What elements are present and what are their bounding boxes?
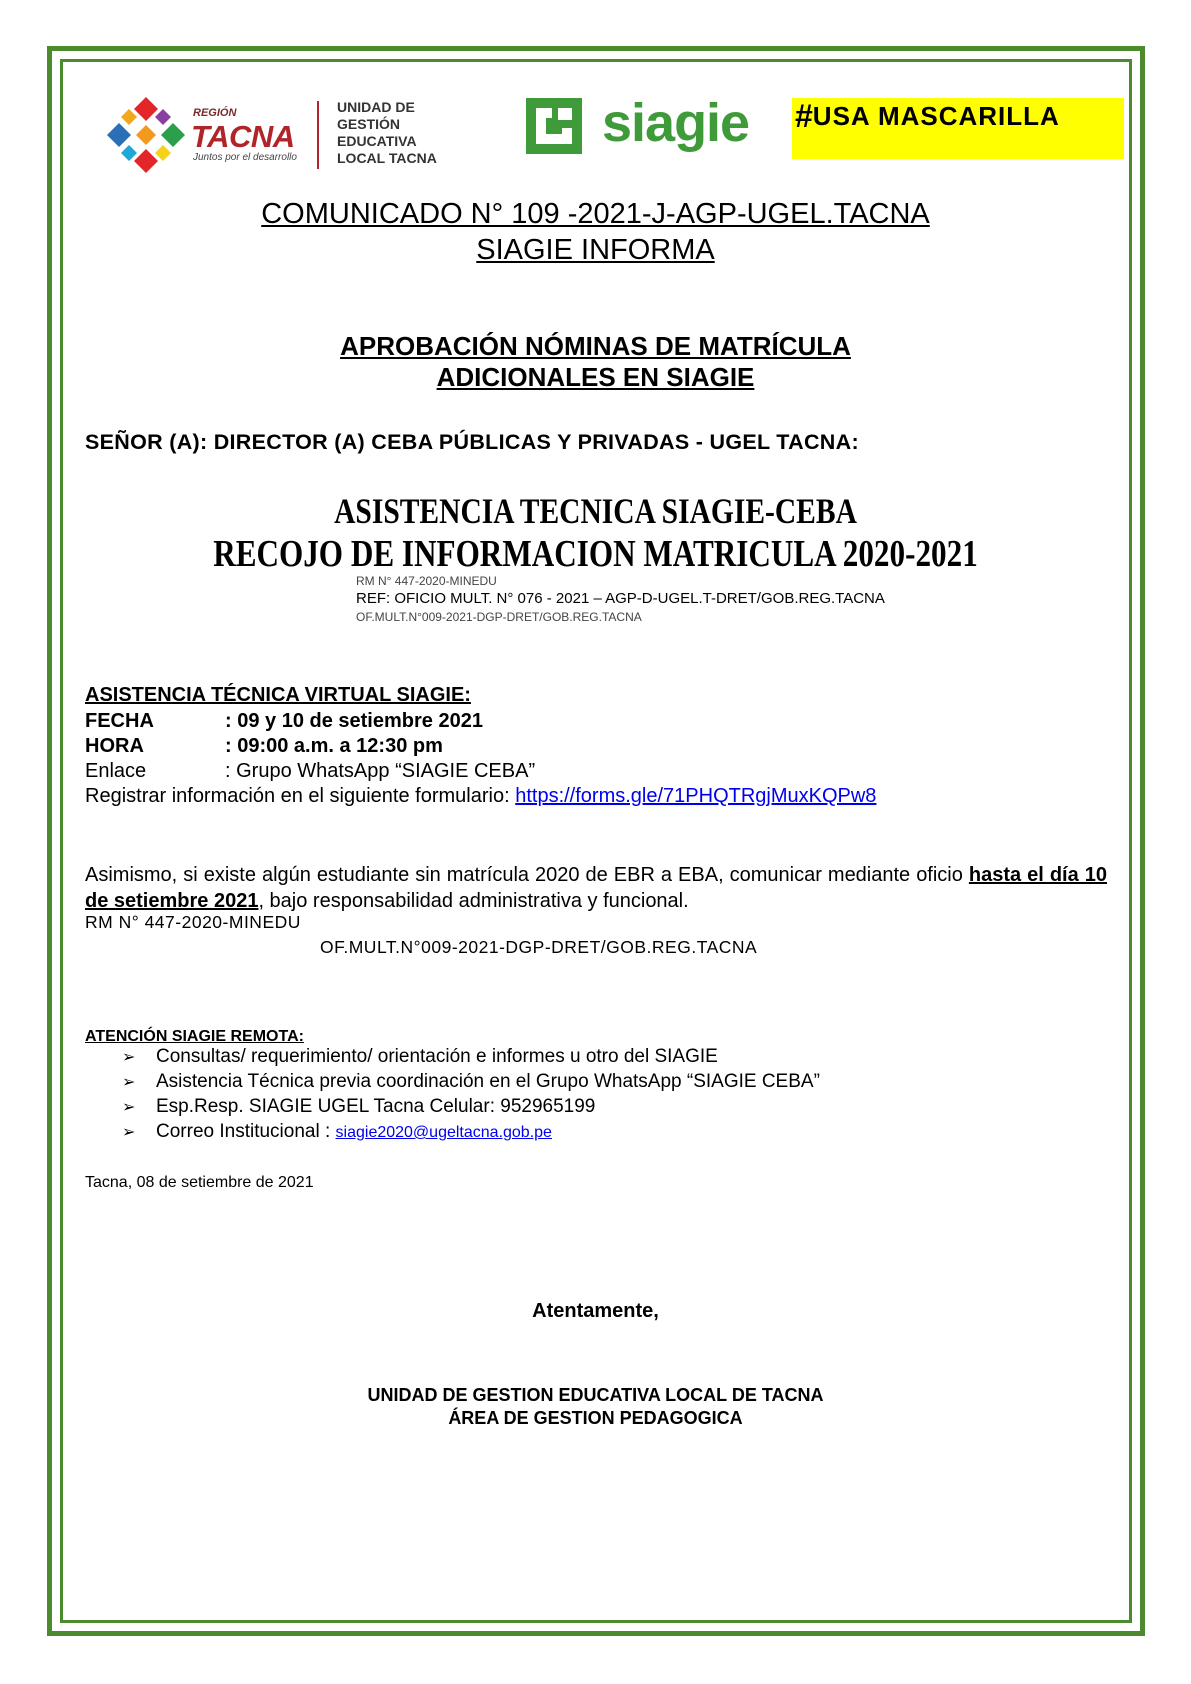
reference-oficio: REF: OFICIO MULT. N° 076 - 2021 – AGP-D-UGEL.T-DRET/GOB.REG.TACNA [356, 590, 885, 607]
list-item [122, 1046, 718, 1068]
document-date: Tacna, 08 de setiembre de 2021 [85, 1174, 314, 1191]
reference-of: OF.MULT.N°009-2021-DGP-DRET/GOB.REG.TACNA [356, 610, 642, 624]
assistance-heading-line2: RECOJO DE INFORMACION MATRICULA 2020-2021 [213, 533, 978, 575]
arrow-bullet-icon: ➢ [122, 1074, 136, 1091]
hora-label: HORA [85, 735, 144, 757]
list-item [122, 1096, 595, 1118]
fecha-label: FECHA [85, 710, 154, 732]
topic-heading-line1: APROBACIÓN NÓMINAS DE MATRÍCULA [340, 331, 851, 361]
notice-deadline: hasta el día 10 de setiembre 2021 [85, 864, 1107, 912]
hora-value: : 09:00 a.m. a 12:30 pm [225, 735, 443, 757]
enlace-value: : Grupo WhatsApp “SIAGIE CEBA” [225, 760, 536, 782]
siagie-emblem-icon [522, 94, 586, 158]
assistance-section-heading: ASISTENCIA TÉCNICA VIRTUAL SIAGIE: [85, 684, 471, 706]
remote-section-heading: ATENCIÓN SIAGIE REMOTA: [85, 1028, 304, 1045]
mask-banner [792, 98, 1124, 159]
form-text: Registrar información en el siguiente formulario: [85, 785, 516, 807]
logo-divider [317, 101, 319, 169]
list-item [122, 1071, 820, 1093]
list-item-text: Esp.Resp. SIAGIE UGEL Tacna Celular: 952965199 [156, 1096, 596, 1117]
document-title [0, 198, 1191, 231]
addressee: SEÑOR (A): DIRECTOR (A) CEBA PÚBLICAS Y PRIVADAS - UGEL TACNA: [85, 430, 859, 454]
hora-row [85, 735, 443, 758]
region-label: REGIÓN [193, 107, 237, 119]
form-row [85, 785, 876, 808]
email-link[interactable]: siagie2020@ugeltacna.gob.pe [335, 1124, 552, 1141]
siagie-logo-text: siagie [602, 93, 750, 153]
email-label: Correo Institucional : [156, 1121, 336, 1142]
signature-line2: ÁREA DE GESTION PEDAGOGICA [448, 1408, 743, 1428]
topic-heading [0, 331, 1191, 362]
notice-paragraph [85, 862, 1107, 914]
enlace-row [85, 760, 535, 783]
closing: Atentamente, [532, 1300, 659, 1322]
notice-text-after: , bajo responsabilidad administrativa y funcional. [258, 890, 689, 912]
arrow-bullet-icon: ➢ [122, 1124, 136, 1141]
document-title-line1: COMUNICADO N° 109 -2021-J-AGP-UGEL.TACNA [261, 198, 930, 230]
mask-text: USA MASCARILLA [812, 101, 1060, 131]
document-subtitle [0, 234, 1191, 267]
signature-line1: UNIDAD DE GESTION EDUCATIVA LOCAL DE TACNA [367, 1385, 824, 1405]
region-slogan: Juntos por el desarrollo [193, 152, 297, 163]
fecha-row [85, 710, 483, 733]
topic-heading-line2: ADICIONALES EN SIAGIE [436, 362, 755, 392]
notice-rm: RM N° 447-2020-MINEDU [85, 912, 301, 932]
list-item-text: Asistencia Técnica previa coordinación en el Grupo WhatsApp “SIAGIE CEBA” [156, 1071, 820, 1092]
notice-text-before: Asimismo, si existe algún estudiante sin matrícula 2020 de EBR a EBA, comunicar mediante oficio [85, 864, 969, 886]
mask-hash: # [795, 98, 813, 134]
ugel-name: UNIDAD DE GESTIÓN EDUCATIVA LOCAL TACNA [337, 99, 437, 166]
list-item-text: Consultas/ requerimiento/ orientación e informes u otro del SIAGIE [156, 1046, 718, 1067]
notice-of: OF.MULT.N°009-2021-DGP-DRET/GOB.REG.TACNA [320, 937, 758, 957]
arrow-bullet-icon: ➢ [122, 1049, 136, 1066]
form-link[interactable]: https://forms.gle/71PHQTRgjMuxKQPw8 [515, 785, 877, 807]
assistance-heading-line1: ASISTENCIA TECNICA SIAGIE-CEBA [334, 491, 857, 531]
reference-rm: RM N° 447-2020-MINEDU [356, 574, 497, 588]
arrow-bullet-icon: ➢ [122, 1099, 136, 1116]
topic-heading-2 [0, 362, 1191, 393]
region-tacna-emblem-icon [105, 95, 187, 175]
document-title-line2: SIAGIE INFORMA [476, 234, 715, 266]
fecha-value: : 09 y 10 de setiembre 2021 [225, 710, 483, 732]
siagie-logo [522, 94, 767, 158]
list-item [122, 1121, 552, 1143]
enlace-label: Enlace [85, 760, 147, 782]
region-name: TACNA [191, 119, 295, 154]
region-tacna-logo [105, 95, 455, 175]
